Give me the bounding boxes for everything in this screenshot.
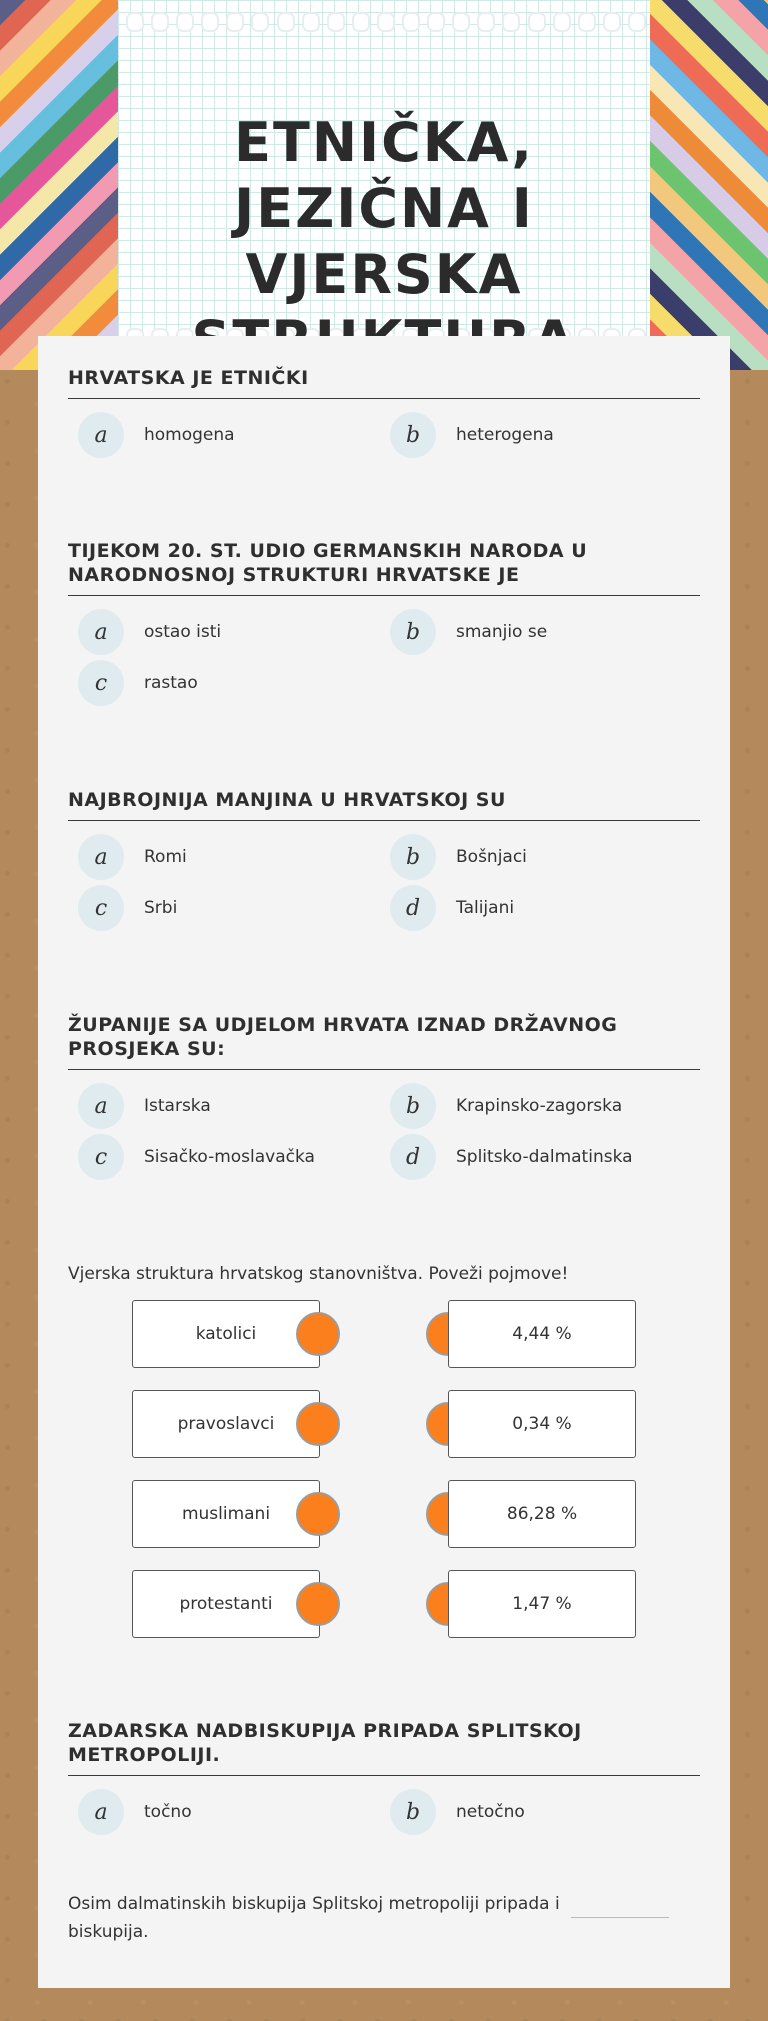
fill-in-question bbox=[68, 1890, 700, 1946]
option-4d[interactable] bbox=[380, 1135, 680, 1179]
match-left-item[interactable]: protestanti bbox=[132, 1570, 320, 1638]
question-6 bbox=[68, 1719, 700, 1840]
option-label: Sisačko-moslavačka bbox=[144, 1147, 315, 1167]
worksheet-card bbox=[38, 336, 730, 1988]
option-letter: b bbox=[390, 412, 436, 458]
option-letter: a bbox=[78, 412, 124, 458]
option-label: Bošnjaci bbox=[456, 847, 527, 867]
option-letter: c bbox=[78, 885, 124, 931]
question-2 bbox=[68, 539, 700, 710]
option-6b[interactable] bbox=[380, 1790, 680, 1834]
option-letter: b bbox=[390, 1083, 436, 1129]
question-4 bbox=[68, 1013, 700, 1184]
option-letter: c bbox=[78, 1134, 124, 1180]
option-2a[interactable] bbox=[68, 610, 368, 654]
match-left-item[interactable]: katolici bbox=[132, 1300, 320, 1368]
option-label: netočno bbox=[456, 1802, 525, 1822]
fill-blank-input[interactable] bbox=[571, 1895, 669, 1918]
notebook-rings-top bbox=[126, 12, 646, 32]
match-instruction: Vjerska struktura hrvatskog stanovništva. Poveži pojmove! bbox=[68, 1264, 569, 1284]
option-3c[interactable] bbox=[68, 886, 368, 930]
option-label: Talijani bbox=[456, 898, 515, 918]
option-letter: b bbox=[390, 1789, 436, 1835]
option-letter: a bbox=[78, 609, 124, 655]
option-label: smanjio se bbox=[456, 622, 548, 642]
fill-text-after: biskupija. bbox=[68, 1922, 149, 1942]
option-label: homogena bbox=[144, 425, 235, 445]
match-connector-dot[interactable] bbox=[296, 1402, 340, 1446]
match-right-item[interactable]: 0,34 % bbox=[448, 1390, 636, 1458]
option-letter: d bbox=[390, 885, 436, 931]
match-connector-dot[interactable] bbox=[296, 1582, 340, 1626]
chevron-pattern-right bbox=[650, 0, 768, 370]
question-1-text: HRVATSKA JE ETNIČKI bbox=[68, 366, 700, 399]
option-6a[interactable] bbox=[68, 1790, 368, 1834]
chevron-pattern-left bbox=[0, 0, 118, 370]
header-banner bbox=[0, 0, 768, 370]
option-letter: b bbox=[390, 834, 436, 880]
option-letter: b bbox=[390, 609, 436, 655]
option-letter: d bbox=[390, 1134, 436, 1180]
fill-text-before: Osim dalmatinskih biskupija Splitskoj metropoliji pripada i bbox=[68, 1894, 560, 1914]
option-label: Srbi bbox=[144, 898, 178, 918]
option-letter: a bbox=[78, 1789, 124, 1835]
match-left-item[interactable]: pravoslavci bbox=[132, 1390, 320, 1458]
page-title: ETNIČKA, JEZIČNA I VJERSKA bbox=[234, 111, 534, 306]
option-label: rastao bbox=[144, 673, 198, 693]
option-letter: a bbox=[78, 1083, 124, 1129]
option-3b[interactable] bbox=[380, 835, 680, 879]
match-connector-dot[interactable] bbox=[296, 1312, 340, 1356]
question-1 bbox=[68, 366, 700, 463]
question-6-text: ZADARSKA NADBISKUPIJA PRIPADA SPLITSKOJ METROPOLIJI. bbox=[68, 1719, 700, 1776]
question-2-text: TIJEKOM 20. ST. UDIO GERMANSKIH NARODA U NARODNOSNOJ STRUKTURI HRVATSKE JE bbox=[68, 539, 700, 596]
option-label: Krapinsko-zagorska bbox=[456, 1096, 623, 1116]
option-1a[interactable] bbox=[68, 413, 368, 457]
option-3d[interactable] bbox=[380, 886, 680, 930]
option-3a[interactable] bbox=[68, 835, 368, 879]
match-right-item[interactable]: 4,44 % bbox=[448, 1300, 636, 1368]
option-2c[interactable] bbox=[68, 661, 368, 705]
option-label: Splitsko-dalmatinska bbox=[456, 1147, 633, 1167]
option-1b[interactable] bbox=[380, 413, 680, 457]
option-label: točno bbox=[144, 1802, 192, 1822]
question-3-text: NAJBROJNIJA MANJINA U HRVATSKOJ SU bbox=[68, 788, 700, 821]
option-letter: a bbox=[78, 834, 124, 880]
option-4a[interactable] bbox=[68, 1084, 368, 1128]
option-letter: c bbox=[78, 660, 124, 706]
option-4c[interactable] bbox=[68, 1135, 368, 1179]
option-label: ostao isti bbox=[144, 622, 222, 642]
question-3 bbox=[68, 788, 700, 935]
match-connector-dot[interactable] bbox=[296, 1492, 340, 1536]
option-label: Istarska bbox=[144, 1096, 211, 1116]
question-4-text: ŽUPANIJE SA UDJELOM HRVATA IZNAD DRŽAVNOG PROSJEKA SU: bbox=[68, 1013, 700, 1070]
option-label: heterogena bbox=[456, 425, 554, 445]
option-2b[interactable] bbox=[380, 610, 680, 654]
option-4b[interactable] bbox=[380, 1084, 680, 1128]
option-label: Romi bbox=[144, 847, 187, 867]
match-right-item[interactable]: 86,28 % bbox=[448, 1480, 636, 1548]
match-left-item[interactable]: muslimani bbox=[132, 1480, 320, 1548]
match-right-item[interactable]: 1,47 % bbox=[448, 1570, 636, 1638]
